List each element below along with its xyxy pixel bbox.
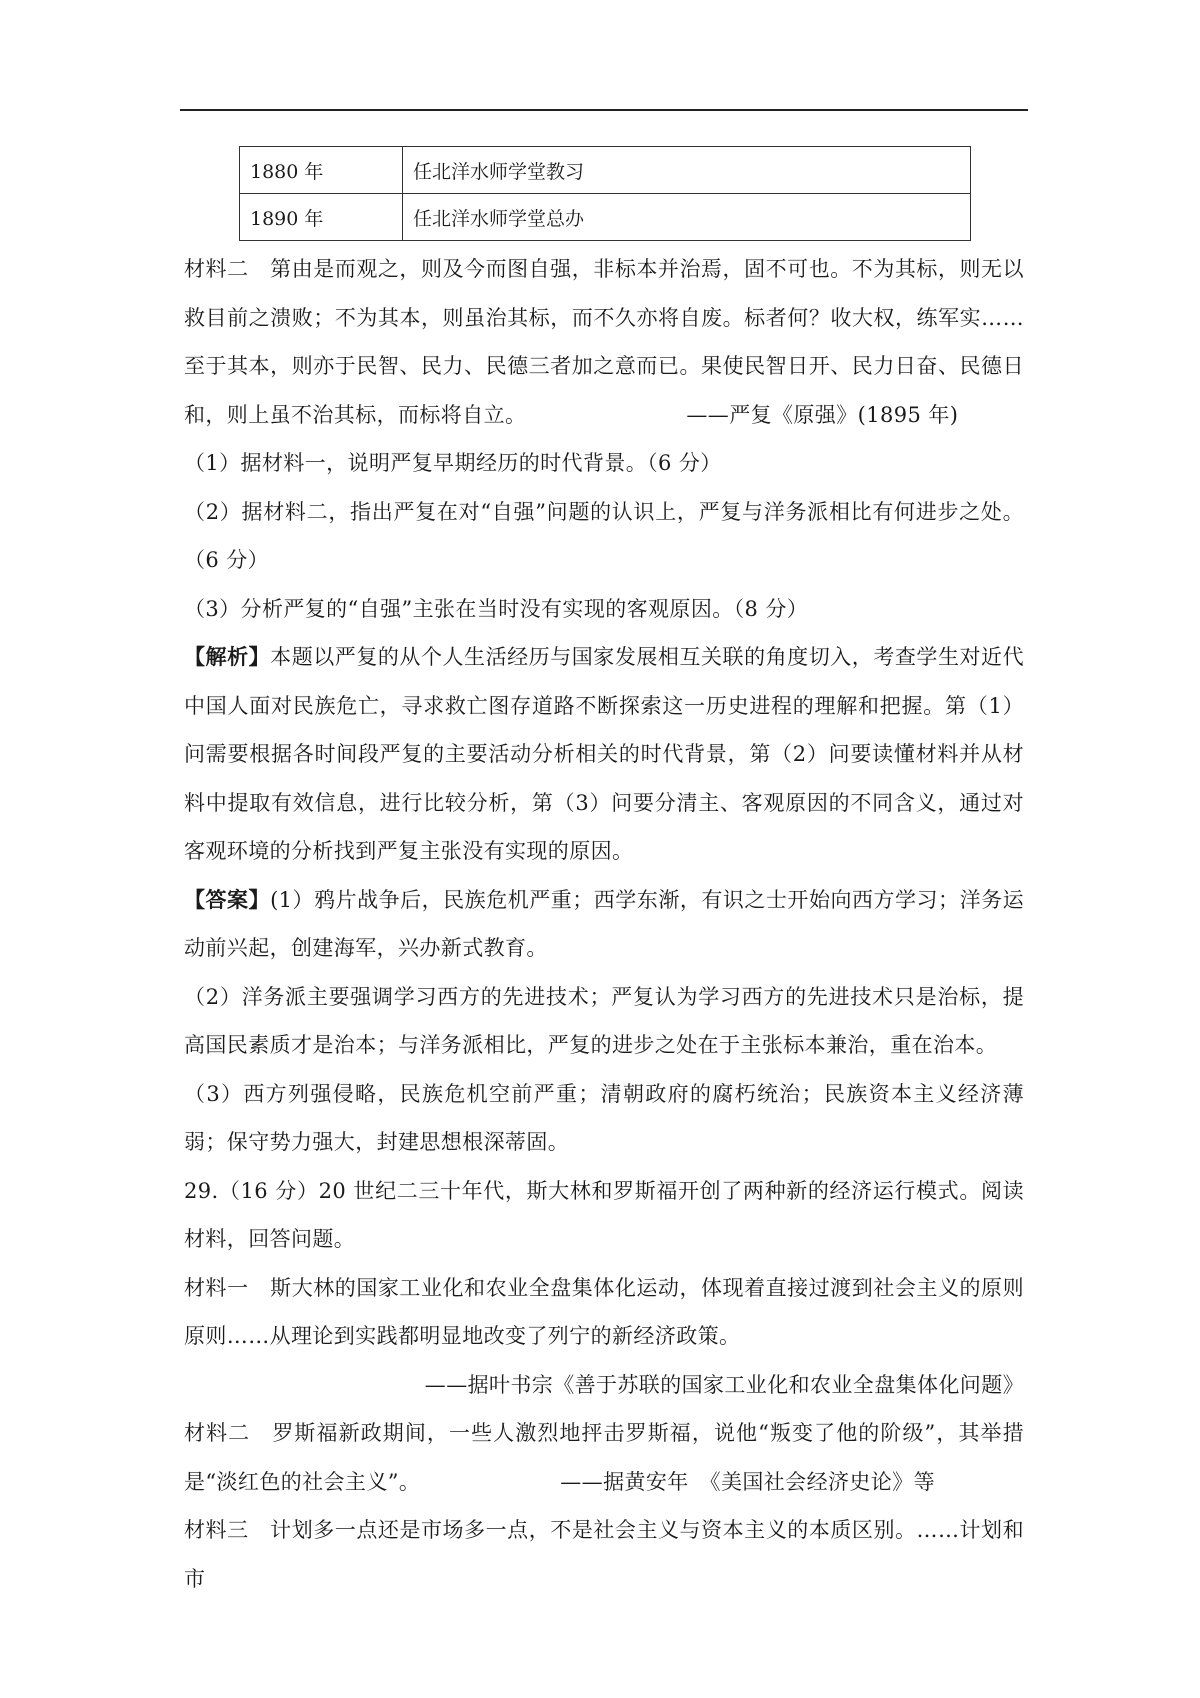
q29-material-2 [184, 1409, 1024, 1506]
question-1: （1）据材料一，说明严复早期经历的时代背景。（6 分） [184, 451, 722, 475]
answer-2: （2）洋务派主要强调学习西方的先进技术；严复认为学习西方的先进技术只是治标，提高国民素质才是治本；与洋务派相比，严复的进步之处在于主张标本兼治，重在治本。 [184, 984, 1024, 1057]
body-text [184, 245, 1024, 1603]
analysis-paragraph [184, 633, 1024, 876]
header-rule [180, 109, 1028, 111]
table-row [240, 147, 971, 194]
analysis-text: 本题以严复的从个人生活经历与国家发展相互关联的角度切入，考查学生对近代中国人面对民族危亡，寻求救亡图存道路不断探索这一历史进程的理解和把握。第（1）问需要根据各时间段严复的主要活动分析相关的时代背景，第（2）问要读懂材料并从材料中提取有效信息，进行比较分析，第（3）问要分清主、客观原因的不同含义，通过对客观环境的分析找到严复主张没有实现的原因。 [184, 645, 1024, 863]
table-cell-year: 1890 年 [240, 194, 403, 241]
table-cell-year: 1880 年 [240, 147, 403, 194]
material-2-source: ——严复《原强》(1895 年) [686, 402, 959, 427]
table-cell-event: 任北洋水师学堂总办 [403, 194, 971, 241]
q29-material-2-source: ——据黄安年 《美国社会经济史论》等 [560, 1469, 935, 1494]
material-2-text: 材料二 第由是而观之，则及今而图自强，非标本并治焉，固不可也。不为其标，则无以救目前之溃败；不为其本，则虽治其标，而不久亦将自废。标者何？收大权，练军实……至于其本，则亦于民智、民力、民德三者加之意而已。果使民智日开、民力日奋、民德日和，则上虽不治其标，而标将自立。 [184, 257, 1024, 427]
question-3: （3）分析严复的“自强”主张在当时没有实现的客观原因。（8 分） [184, 596, 809, 621]
q29-material-1: 材料一 斯大林的国家工业化和农业全盘集体化运动，体现着直接过渡到社会主义的原则原则……从理论到实践都明显地改变了列宁的新经济政策。 [184, 1275, 1024, 1348]
answer-tag: 【答案】 [184, 886, 271, 912]
question-29-intro: 29.（16 分）20 世纪二三十年代，斯大林和罗斯福开创了两种新的经济运行模式。阅读材料，回答问题。 [184, 1178, 1024, 1251]
table-row [240, 194, 971, 241]
career-table [239, 146, 971, 241]
q29-material-2-text: 材料二 罗斯福新政期间，一些人激烈地抨击罗斯福，说他“叛变了他的阶级”，其举措是“淡红色的社会主义”。 [184, 1421, 1024, 1494]
answer-3: （3）西方列强侵略，民族危机空前严重；清朝政府的腐朽统治；民族资本主义经济薄弱；保守势力强大，封建思想根深蒂固。 [184, 1081, 1024, 1154]
analysis-tag: 【解析】 [184, 644, 271, 669]
q29-material-3: 材料三 计划多一点还是市场多一点，不是社会主义与资本主义的本质区别。……计划和市 [184, 1518, 1024, 1591]
answer-1-text: (1）鸦片战争后，民族危机严重；西学东渐，有识之士开始向西方学习；洋务运动前兴起，创建海军，兴办新式教育。 [184, 887, 1024, 960]
question-2: （2）据材料二，指出严复在对“自强”问题的认识上，严复与洋务派相比有何进步之处。（6 分） [184, 499, 1024, 572]
material-2-paragraph [184, 245, 1024, 439]
answer-1 [184, 876, 1024, 973]
table-cell-event: 任北洋水师学堂教习 [403, 147, 971, 194]
q29-material-1-source: ——据叶书宗《善于苏联的国家工业化和农业全盘集体化问题》 [424, 1372, 1024, 1397]
